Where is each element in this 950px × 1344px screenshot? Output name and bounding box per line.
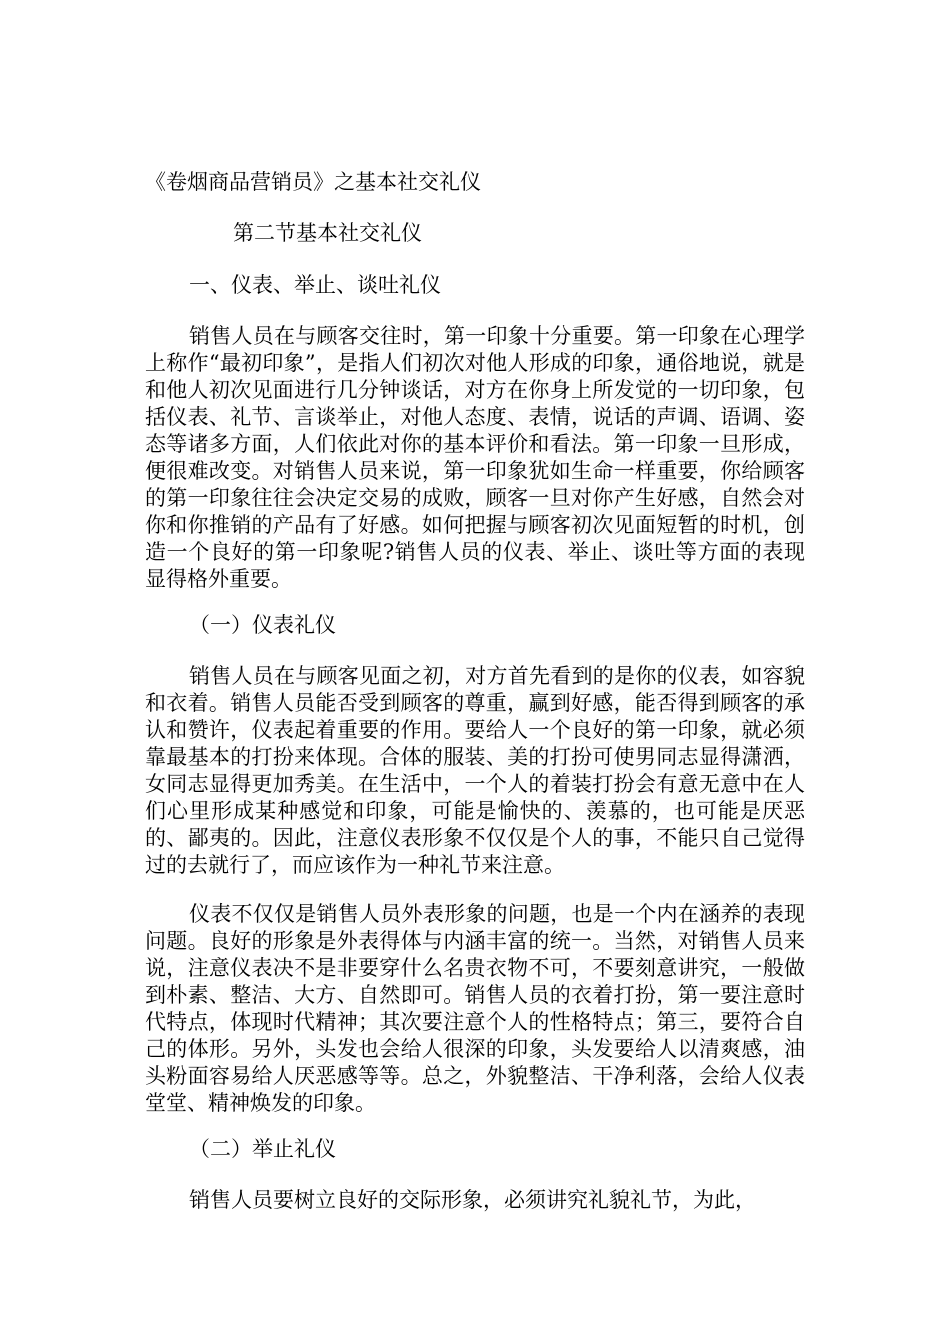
section-title: 第二节基本社交礼仪 xyxy=(233,221,422,245)
paragraph-manner: 销售人员要树立良好的交际形象，必须讲究礼貌礼节，为此， xyxy=(189,1188,756,1212)
heading-manner-etiquette: （二）举止礼仪 xyxy=(189,1137,336,1161)
paragraph-appearance-1: 销售人员在与顾客见面之初，对方首先看到的是你的仪表，如容貌和衣着。销售人员能否受到顾客的尊重，赢到好感，能否得到顾客的承认和赞许，仪表起着重要的作用。要给人一个良好的第一印象，就必须靠最基本的打扮来体现。合体的服装、美的打扮可使男同志显得潇洒，女同志显得更加秀美。在生活中，一个人的着装打扮会有意无意中在人们心里形成某种感觉和印象，可能是愉快的、羡慕的，也可能是厌恶的、鄙夷的。因此，注意仪表形象不仅仅是个人的事，不能只自己觉得过的去就行了，而应该作为一种礼节来注意。 xyxy=(145,664,805,877)
document-page xyxy=(145,162,805,1214)
heading-appearance-manner-speech: 一、仪表、举止、谈吐礼仪 xyxy=(189,273,441,297)
paragraph-first-impression: 销售人员在与顾客交往时，第一印象十分重要。第一印象在心理学上称作“最初印象”，是指人们初次对他人形成的印象，通俗地说，就是和他人初次见面进行几分钟谈话，对方在你身上所发觉的一切印象，包括仪表、礼节、言谈举止，对他人态度、表情，说话的声调、语调、姿态等诸多方面，人们依此对你的基本评价和看法。第一印象一旦形成，便很难改变。对销售人员来说，第一印象犹如生命一样重要，你给顾客的第一印象往往会决定交易的成败，顾客一旦对你产生好感，自然会对你和你推销的产品有了好感。如何把握与顾客初次见面短暂的时机，创造一个良好的第一印象呢?销售人员的仪表、举止、谈吐等方面的表现显得格外重要。 xyxy=(145,324,805,591)
paragraph-appearance-2: 仪表不仅仅是销售人员外表形象的问题，也是一个内在涵养的表现问题。良好的形象是外表得体与内涵丰富的统一。当然，对销售人员来说，注意仪表决不是非要穿什么名贵衣物不可，不要刻意讲究，一般做到朴素、整洁、大方、自然即可。销售人员的衣着打扮，第一要注意时代特点，体现时代精神；其次要注意个人的性格特点；第三，要符合自己的体形。另外，头发也会给人很深的印象，头发要给人以清爽感，油头粉面容易给人厌恶感等等。总之，外貌整洁、干净利落，会给人仪表堂堂、精神焕发的印象。 xyxy=(145,902,805,1115)
heading-appearance-etiquette: （一）仪表礼仪 xyxy=(189,613,336,637)
document-title: 《卷烟商品营销员》之基本社交礼仪 xyxy=(145,170,481,194)
